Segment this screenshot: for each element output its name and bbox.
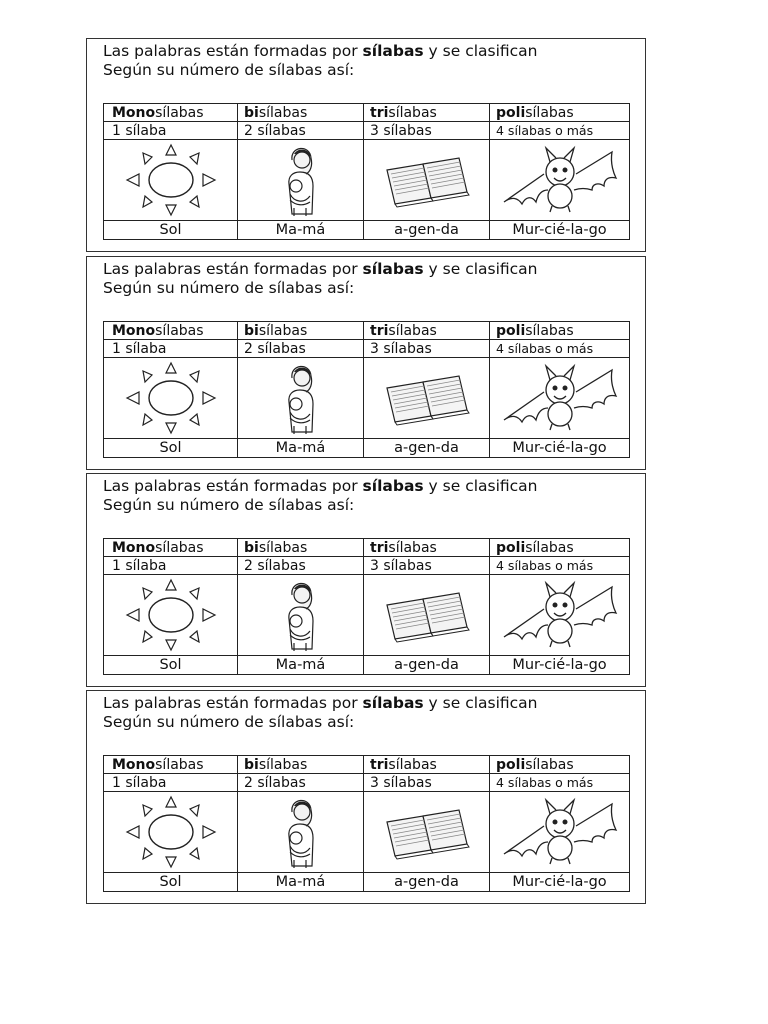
syllable-table xyxy=(103,755,630,892)
image-row xyxy=(104,792,630,873)
bat-icon xyxy=(500,362,620,434)
image-cell-mother xyxy=(238,575,364,656)
count-cell: 1 sílaba xyxy=(104,557,238,575)
syllable-card xyxy=(86,38,646,252)
image-row xyxy=(104,140,630,221)
word-row xyxy=(104,439,630,458)
book-icon xyxy=(381,368,473,428)
intro-text: Las palabras están formadas por sílabas y se clasifican Según su número de sílabas así: xyxy=(103,477,538,514)
image-cell-bat xyxy=(490,575,630,656)
book-icon xyxy=(381,150,473,210)
example-word: Ma-má xyxy=(238,439,364,458)
sun-icon xyxy=(123,795,219,869)
word-row xyxy=(104,873,630,892)
image-cell-mother xyxy=(238,792,364,873)
intro-text: Las palabras están formadas por sílabas y se clasifican Según su número de sílabas así: xyxy=(103,260,538,297)
header-cell-poli: polisílabas xyxy=(490,756,630,774)
count-cell: 2 sílabas xyxy=(238,557,364,575)
header-cell-mono: Monosílabas xyxy=(104,322,238,340)
header-cell-tri: trisílabas xyxy=(364,539,490,557)
header-cell-tri: trisílabas xyxy=(364,322,490,340)
count-cell: 1 sílaba xyxy=(104,774,238,792)
bat-icon xyxy=(500,796,620,868)
count-row xyxy=(104,557,630,575)
image-row xyxy=(104,358,630,439)
word-row xyxy=(104,656,630,675)
example-word: a-gen-da xyxy=(364,873,490,892)
count-row xyxy=(104,340,630,358)
header-cell-poli: polisílabas xyxy=(490,539,630,557)
image-cell-book xyxy=(364,792,490,873)
intro-text: Las palabras están formadas por sílabas y se clasifican Según su número de sílabas así: xyxy=(103,42,538,79)
example-word: a-gen-da xyxy=(364,656,490,675)
count-cell: 3 sílabas xyxy=(364,340,490,358)
header-cell-tri: trisílabas xyxy=(364,756,490,774)
example-word: Sol xyxy=(104,221,238,240)
example-word: Mur-cié-la-go xyxy=(490,439,630,458)
sun-icon xyxy=(123,143,219,217)
book-icon xyxy=(381,585,473,645)
count-cell: 4 sílabas o más xyxy=(490,340,630,358)
mother-child-icon xyxy=(276,360,326,436)
image-cell-mother xyxy=(238,140,364,221)
example-word: Ma-má xyxy=(238,221,364,240)
header-cell-tri: trisílabas xyxy=(364,104,490,122)
example-word: Mur-cié-la-go xyxy=(490,221,630,240)
image-cell-book xyxy=(364,575,490,656)
syllable-card xyxy=(86,473,646,687)
image-cell-mother xyxy=(238,358,364,439)
image-cell-book xyxy=(364,358,490,439)
image-cell-sun xyxy=(104,358,238,439)
image-cell-sun xyxy=(104,140,238,221)
word-row xyxy=(104,221,630,240)
header-row xyxy=(104,756,630,774)
header-cell-bi: bisílabas xyxy=(238,539,364,557)
example-word: Sol xyxy=(104,439,238,458)
example-word: a-gen-da xyxy=(364,221,490,240)
image-cell-book xyxy=(364,140,490,221)
header-cell-mono: Monosílabas xyxy=(104,104,238,122)
example-word: Sol xyxy=(104,873,238,892)
header-row xyxy=(104,322,630,340)
header-cell-poli: polisílabas xyxy=(490,104,630,122)
count-cell: 2 sílabas xyxy=(238,774,364,792)
syllable-card xyxy=(86,690,646,904)
header-cell-poli: polisílabas xyxy=(490,322,630,340)
sun-icon xyxy=(123,578,219,652)
count-row xyxy=(104,122,630,140)
count-cell: 3 sílabas xyxy=(364,557,490,575)
sun-icon xyxy=(123,361,219,435)
image-cell-bat xyxy=(490,792,630,873)
header-cell-mono: Monosílabas xyxy=(104,539,238,557)
count-cell: 4 sílabas o más xyxy=(490,557,630,575)
mother-child-icon xyxy=(276,577,326,653)
syllable-card xyxy=(86,256,646,470)
image-cell-sun xyxy=(104,575,238,656)
example-word: Ma-má xyxy=(238,873,364,892)
count-cell: 3 sílabas xyxy=(364,122,490,140)
example-word: Sol xyxy=(104,656,238,675)
syllable-table xyxy=(103,321,630,458)
bat-icon xyxy=(500,579,620,651)
image-cell-bat xyxy=(490,140,630,221)
count-cell: 1 sílaba xyxy=(104,122,238,140)
header-cell-bi: bisílabas xyxy=(238,756,364,774)
example-word: a-gen-da xyxy=(364,439,490,458)
count-cell: 4 sílabas o más xyxy=(490,122,630,140)
example-word: Mur-cié-la-go xyxy=(490,873,630,892)
mother-child-icon xyxy=(276,794,326,870)
book-icon xyxy=(381,802,473,862)
image-cell-sun xyxy=(104,792,238,873)
header-row xyxy=(104,104,630,122)
syllable-table xyxy=(103,103,630,240)
intro-text: Las palabras están formadas por sílabas y se clasifican Según su número de sílabas así: xyxy=(103,694,538,731)
count-cell: 1 sílaba xyxy=(104,340,238,358)
count-row xyxy=(104,774,630,792)
header-cell-bi: bisílabas xyxy=(238,322,364,340)
syllable-table xyxy=(103,538,630,675)
example-word: Ma-má xyxy=(238,656,364,675)
mother-child-icon xyxy=(276,142,326,218)
header-cell-mono: Monosílabas xyxy=(104,756,238,774)
count-cell: 3 sílabas xyxy=(364,774,490,792)
count-cell: 2 sílabas xyxy=(238,122,364,140)
bat-icon xyxy=(500,144,620,216)
count-cell: 4 sílabas o más xyxy=(490,774,630,792)
example-word: Mur-cié-la-go xyxy=(490,656,630,675)
image-cell-bat xyxy=(490,358,630,439)
image-row xyxy=(104,575,630,656)
header-row xyxy=(104,539,630,557)
header-cell-bi: bisílabas xyxy=(238,104,364,122)
count-cell: 2 sílabas xyxy=(238,340,364,358)
